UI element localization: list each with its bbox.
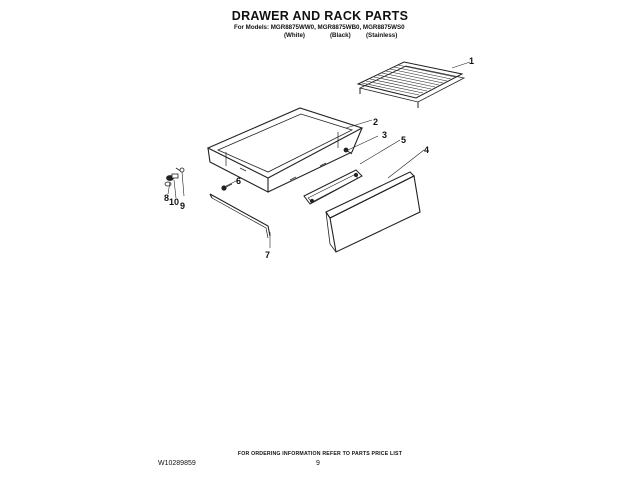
callout-6: 6	[236, 176, 242, 186]
callout-3: 3	[382, 130, 388, 140]
page-number: 9	[316, 460, 320, 467]
drawer-pan	[208, 108, 362, 192]
document-number: W10289859	[158, 460, 196, 467]
finish-white: (White)	[284, 32, 305, 39]
callout-8: 8	[164, 193, 170, 203]
drawer-front-panel	[326, 172, 420, 252]
drawer-glide-rail	[210, 194, 270, 238]
callout-10: 10	[169, 197, 180, 207]
glide-screw	[222, 184, 232, 190]
finish-black: (Black)	[330, 32, 351, 39]
callout-5: 5	[401, 135, 407, 145]
page-title: DRAWER AND RACK PARTS	[231, 9, 409, 23]
callout-1: 1	[469, 56, 475, 66]
finish-stainless: (Stainless)	[366, 32, 398, 39]
ordering-note: FOR ORDERING INFORMATION REFER TO PARTS PRICE LIST	[237, 451, 403, 457]
leader-lines	[168, 62, 470, 248]
callout-7: 7	[265, 250, 271, 260]
callout-9: 9	[180, 201, 186, 211]
model-list: For Models: MGR8875WW0, MGR8875WB0, MGR8875WS0	[234, 24, 405, 31]
oven-rack	[358, 62, 464, 108]
callout-2: 2	[373, 117, 379, 127]
callout-4: 4	[424, 145, 430, 155]
